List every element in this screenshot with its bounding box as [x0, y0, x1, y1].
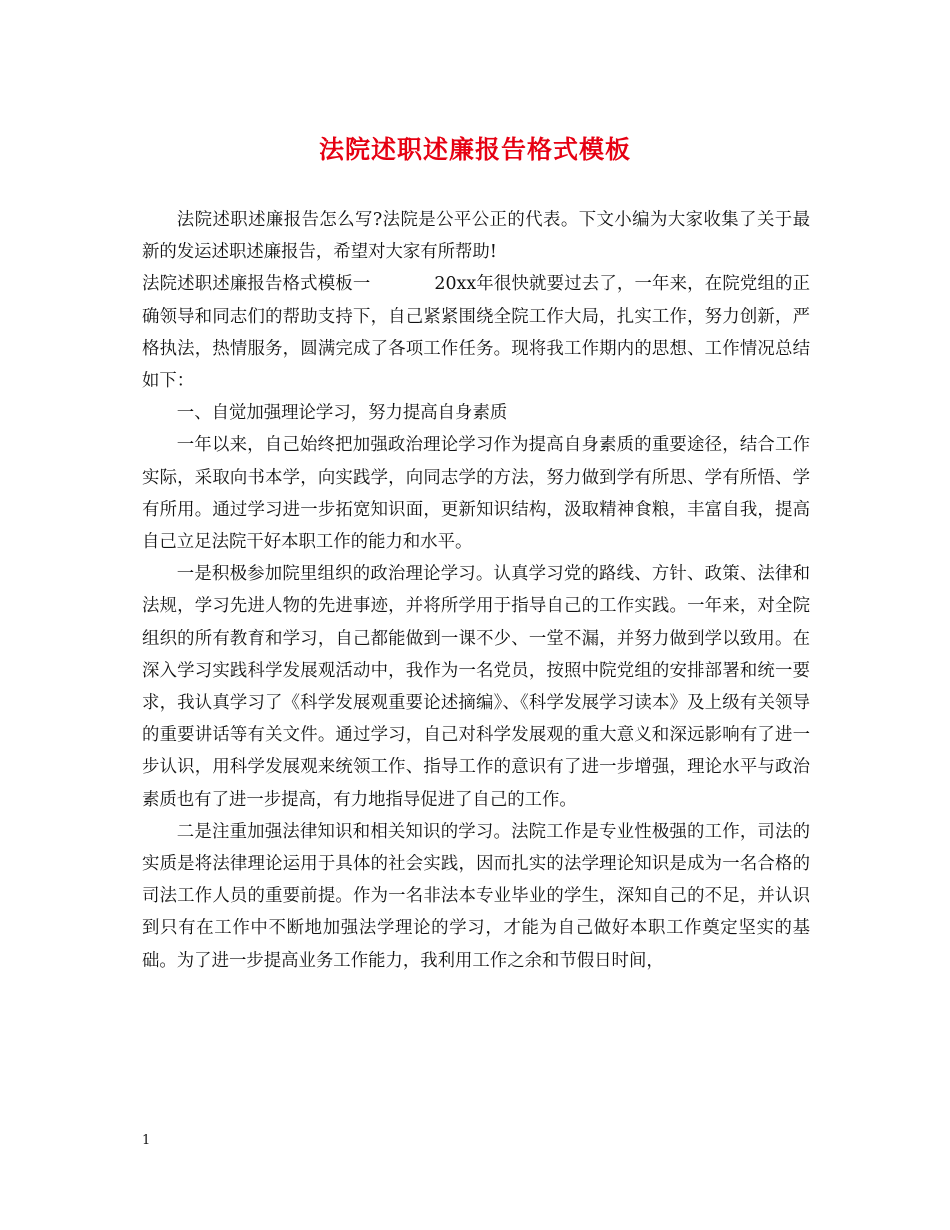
body-paragraph-1: 一年以来，自己始终把加强政治理论学习作为提高自身素质的重要途径，结合工作实际，采取向书本学，向实践学，向同志学的方法，努力做到学有所思、学有所悟、学有所用。通过学习进一步拓宽知识面，更新知识结构，汲取精神食粮，丰富自我，提高自己立足法院干好本职工作的能力和水平。 [142, 435, 810, 553]
document-body [142, 204, 810, 977]
document-title: 法院述职述廉报告格式模板 [318, 135, 631, 164]
template-paragraph [142, 268, 810, 397]
intro-paragraph: 法院述职述廉报告怎么写?法院是公平公正的代表。下文小编为大家收集了关于最新的发运述职述廉报告，希望对大家有所帮助! [142, 210, 810, 263]
template-opening-text: 20xx年很快就要过去了，一年来，在院党组的正确领导和同志们的帮助支持下，自己紧紧围绕全院工作大局，扎实工作，努力创新，严格执法，热情服务，圆满完成了各项工作任务。现将我工作期内的思想、工作情况总结如下： [142, 274, 810, 392]
body-paragraph-3: 二是注重加强法律知识和相关知识的学习。法院工作是专业性极强的工作，司法的实质是将法律理论运用于具体的社会实践，因而扎实的法学理论知识是成为一名合格的司法工作人员的重要前提。作为一名非法本专业毕业的学生，深知自己的不足，并认识到只有在工作中不断地加强法学理论的学习，才能为自己做好本职工作奠定坚实的基础。为了进一步提高业务工作能力，我利用工作之余和节假日时间， [142, 821, 810, 971]
page-number: 1 [142, 1133, 151, 1148]
body-paragraph-2: 一是积极参加院里组织的政治理论学习。认真学习党的路线、方针、政策、法律和法规，学习先进人物的先进事迹，并将所学用于指导自己的工作实践。一年来，对全院组织的所有教育和学习，自己都能做到一课不少、一堂不漏，并努力做到学以致用。在深入学习实践科学发展观活动中，我作为一名党员，按照中院党组的安排部署和统一要求，我认真学习了《科学发展观重要论述摘编》、《科学发展学习读本》及上级有关领导的重要讲话等有关文件。通过学习，自己对科学发展观的重大意义和深远影响有了进一步认识，用科学发展观来统领工作、指导工作的意识有了进一步增强，理论水平与政治素质也有了进一步提高，有力地指导促进了自己的工作。 [142, 564, 810, 810]
section-heading: 一、自觉加强理论学习，努力提高自身素质 [176, 403, 508, 424]
template-heading: 法院述职述廉报告格式模板一 [142, 274, 371, 295]
